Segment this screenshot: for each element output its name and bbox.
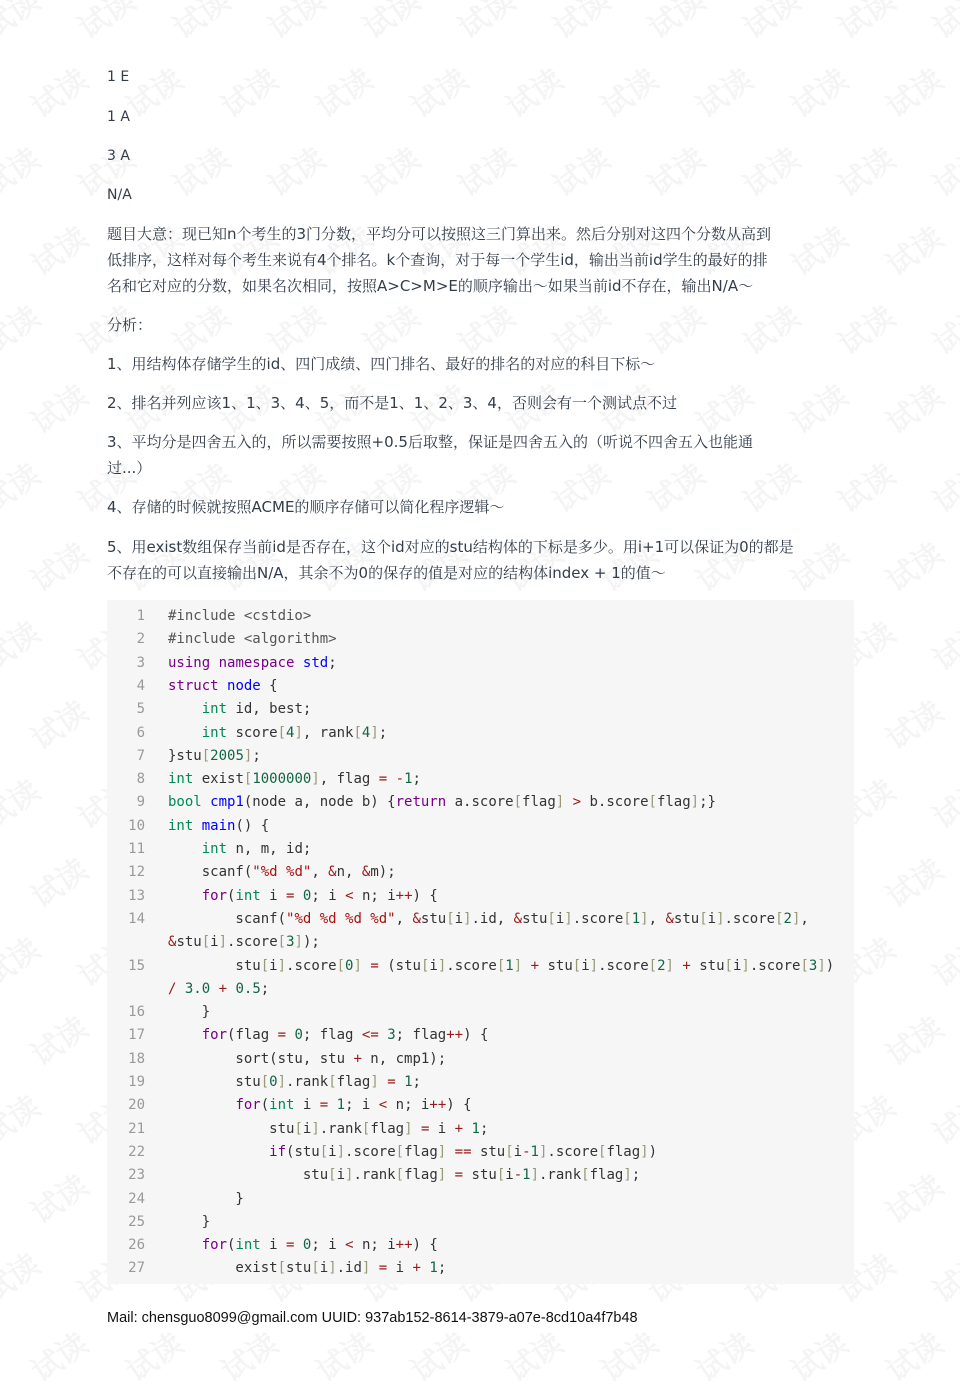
watermark-text bbox=[876, 1320, 950, 1390]
watermark-text bbox=[306, 1320, 380, 1390]
analysis-point: 4、存储的时候就按照ACME的顺序存储可以简化程序逻辑～ bbox=[107, 498, 505, 516]
watermark-text bbox=[211, 1320, 285, 1390]
watermark-text bbox=[0, 767, 47, 837]
output-line: 3 A bbox=[107, 148, 130, 164]
watermark-text bbox=[21, 688, 95, 758]
watermark-text bbox=[496, 1320, 570, 1390]
watermark-text bbox=[0, 135, 47, 205]
analysis-heading: 分析： bbox=[107, 316, 153, 334]
output-line: 1 E bbox=[107, 69, 130, 85]
code-text: stu[0].rank[flag] = 1; bbox=[168, 1074, 421, 1090]
watermark-text bbox=[686, 1320, 760, 1390]
code-text: stu[i].rank[flag] = i + 1; bbox=[168, 1120, 489, 1137]
code-text: #include <cstdio> bbox=[168, 608, 312, 624]
code-text: int n, m, id; bbox=[201, 841, 312, 857]
line-number: 17 bbox=[128, 1027, 145, 1044]
code-text: scanf("%d %d %d %d", &stu[i].id, &stu[i].score[1], &stu[i].score[2], bbox=[168, 910, 809, 927]
line-number: 11 bbox=[128, 841, 145, 857]
watermark-text bbox=[401, 1320, 475, 1390]
code-text: using namespace std; bbox=[168, 654, 337, 671]
watermark-text bbox=[923, 135, 960, 205]
line-number: 10 bbox=[128, 817, 145, 834]
watermark-text bbox=[0, 451, 47, 521]
code-text: stu[i].rank[flag] = stu[i-1].rank[flag]; bbox=[168, 1167, 641, 1184]
line-number: 20 bbox=[128, 1097, 145, 1114]
code-text: } bbox=[168, 1213, 211, 1230]
code-block bbox=[107, 600, 854, 1284]
watermark-text bbox=[733, 0, 807, 47]
line-number: 26 bbox=[128, 1237, 145, 1254]
watermark-text bbox=[21, 56, 95, 126]
line-number: 9 bbox=[136, 794, 145, 811]
watermark-text bbox=[0, 293, 47, 363]
line-number: 8 bbox=[136, 771, 145, 788]
watermark-text bbox=[828, 0, 902, 47]
code-text: }stu[2005]; bbox=[168, 747, 261, 764]
watermark-text bbox=[116, 1320, 190, 1390]
line-number: 18 bbox=[128, 1050, 145, 1067]
watermark-text bbox=[21, 372, 95, 442]
code-text: int main() { bbox=[168, 817, 270, 834]
watermark-text bbox=[68, 0, 142, 47]
watermark-text bbox=[353, 0, 427, 47]
watermark-text bbox=[21, 1162, 95, 1232]
code-text: #include <algorithm> bbox=[168, 631, 337, 648]
code-text: exist[stu[i].id] = i + 1; bbox=[168, 1260, 447, 1277]
watermark-text bbox=[876, 372, 950, 442]
analysis-point: 2、排名并列应该1、1、3、4、5，而不是1、1、2、3、4，否则会有一个测试点不过 bbox=[107, 394, 677, 412]
code-text: int exist[1000000], flag = -1; bbox=[168, 771, 421, 788]
analysis-point-cont: 过...） bbox=[107, 459, 152, 477]
watermark-text bbox=[0, 609, 47, 679]
analysis-point: 5、用exist数组保存当前id是否存在，这个id对应的stu结构体的下标是多少。用i+1可以保证为0的都是 bbox=[107, 538, 794, 556]
watermark-text bbox=[0, 1241, 47, 1311]
summary-line: 名和它对应的分数，如果名次相同，按照A>C>M>E的顺序输出～如果当前id不存在，输出N/A～ bbox=[107, 277, 754, 295]
code-text: int id, best; bbox=[201, 701, 312, 718]
watermark-text bbox=[923, 609, 960, 679]
line-number: 22 bbox=[128, 1143, 145, 1160]
code-text: for(flag = 0; flag <= 3; flag++) { bbox=[201, 1027, 489, 1044]
code-text: scanf("%d %d", &n, &m); bbox=[168, 864, 396, 881]
line-number: 23 bbox=[128, 1167, 145, 1184]
line-number: 24 bbox=[128, 1190, 145, 1207]
line-number: 7 bbox=[136, 747, 145, 764]
watermark-text bbox=[0, 0, 47, 47]
line-number: 16 bbox=[128, 1004, 145, 1021]
line-number: 15 bbox=[128, 957, 145, 974]
watermark-text bbox=[163, 0, 237, 47]
watermark-text bbox=[923, 1083, 960, 1153]
analysis-point-cont: 不存在的可以直接输出N/A，其余不为0的保存的值是对应的结构体index + 1的值～ bbox=[107, 564, 666, 582]
watermark-text bbox=[591, 1320, 665, 1390]
watermark-text bbox=[0, 1083, 47, 1153]
code-text: } bbox=[168, 1004, 211, 1021]
analysis-point: 3、平均分是四舍五入的，所以需要按照+0.5后取整，保证是四舍五入的（听说不四舍五入也能通 bbox=[107, 433, 753, 451]
watermark-text bbox=[638, 0, 712, 47]
watermark-text bbox=[876, 56, 950, 126]
watermark-text bbox=[876, 1162, 950, 1232]
watermark-text bbox=[781, 1320, 855, 1390]
code-text: stu[i].score[0] = (stu[i].score[1] + stu[i].score[2] + stu[i].score[3]) bbox=[168, 957, 835, 974]
watermark-text bbox=[0, 925, 47, 995]
code-text: int score[4], rank[4]; bbox=[201, 724, 388, 741]
code-text: for(int i = 1; i < n; i++) { bbox=[235, 1097, 472, 1114]
watermark-text bbox=[876, 1004, 950, 1074]
analysis-point: 1、用结构体存储学生的id、四门成绩、四门排名、最好的排名的对应的科目下标～ bbox=[107, 355, 656, 373]
line-number: 27 bbox=[128, 1260, 145, 1277]
watermark-text bbox=[21, 1004, 95, 1074]
code-text: for(int i = 0; i < n; i++) { bbox=[201, 1237, 438, 1254]
summary-line: 题目大意：现已知n个考生的3门分数，平均分可以按照这三门算出来。然后分别对这四个分数从高到 bbox=[107, 225, 772, 243]
code-text: for(int i = 0; i < n; i++) { bbox=[201, 887, 438, 904]
code-text: } bbox=[168, 1190, 244, 1207]
output-line: N/A bbox=[107, 187, 132, 203]
watermark-text bbox=[21, 846, 95, 916]
watermark-text bbox=[876, 530, 950, 600]
line-number: 6 bbox=[136, 724, 145, 741]
line-number: 25 bbox=[128, 1213, 145, 1230]
watermark-text bbox=[448, 0, 522, 47]
watermark-text bbox=[21, 1320, 95, 1390]
watermark-text bbox=[876, 214, 950, 284]
code-text: struct node { bbox=[168, 677, 278, 694]
watermark-text bbox=[543, 0, 617, 47]
watermark-text bbox=[923, 451, 960, 521]
code-text: / 3.0 + 0.5; bbox=[168, 980, 270, 997]
watermark-text bbox=[876, 688, 950, 758]
output-line: 1 A bbox=[107, 109, 130, 125]
code-text: &stu[i].score[3]); bbox=[168, 934, 320, 951]
line-number: 2 bbox=[136, 631, 145, 648]
line-number: 3 bbox=[136, 654, 145, 671]
footer-mail-uuid: Mail: chensguo8099@gmail.com UUID: 937ab152-8614-3879-a07e-8cd10a4f7b48 bbox=[107, 1310, 638, 1326]
watermark-text bbox=[923, 1241, 960, 1311]
summary-line: 低排序，这样对每个考生来说有4个排名。k个查询，对于每一个学生id，输出当前id学生的最好的排 bbox=[107, 251, 768, 269]
line-number: 13 bbox=[128, 887, 145, 904]
line-number: 12 bbox=[128, 864, 145, 881]
watermark-text bbox=[21, 214, 95, 284]
line-number: 4 bbox=[136, 677, 145, 694]
watermark-text bbox=[923, 0, 960, 47]
watermark-text bbox=[21, 530, 95, 600]
watermark-text bbox=[876, 846, 950, 916]
line-number: 14 bbox=[128, 910, 145, 927]
line-number: 5 bbox=[136, 701, 145, 718]
watermark-text bbox=[258, 0, 332, 47]
code-text: sort(stu, stu + n, cmp1); bbox=[168, 1050, 447, 1067]
watermark-text bbox=[923, 293, 960, 363]
watermark-text bbox=[923, 925, 960, 995]
line-number: 1 bbox=[136, 608, 145, 624]
watermark-text bbox=[923, 767, 960, 837]
code-text: if(stu[i].score[flag] == stu[i-1].score[flag]) bbox=[269, 1143, 658, 1160]
code-text: bool cmp1(node a, node b) {return a.score[flag] > b.score[flag];} bbox=[168, 794, 716, 811]
line-number: 19 bbox=[128, 1074, 145, 1090]
line-number: 21 bbox=[128, 1120, 145, 1137]
